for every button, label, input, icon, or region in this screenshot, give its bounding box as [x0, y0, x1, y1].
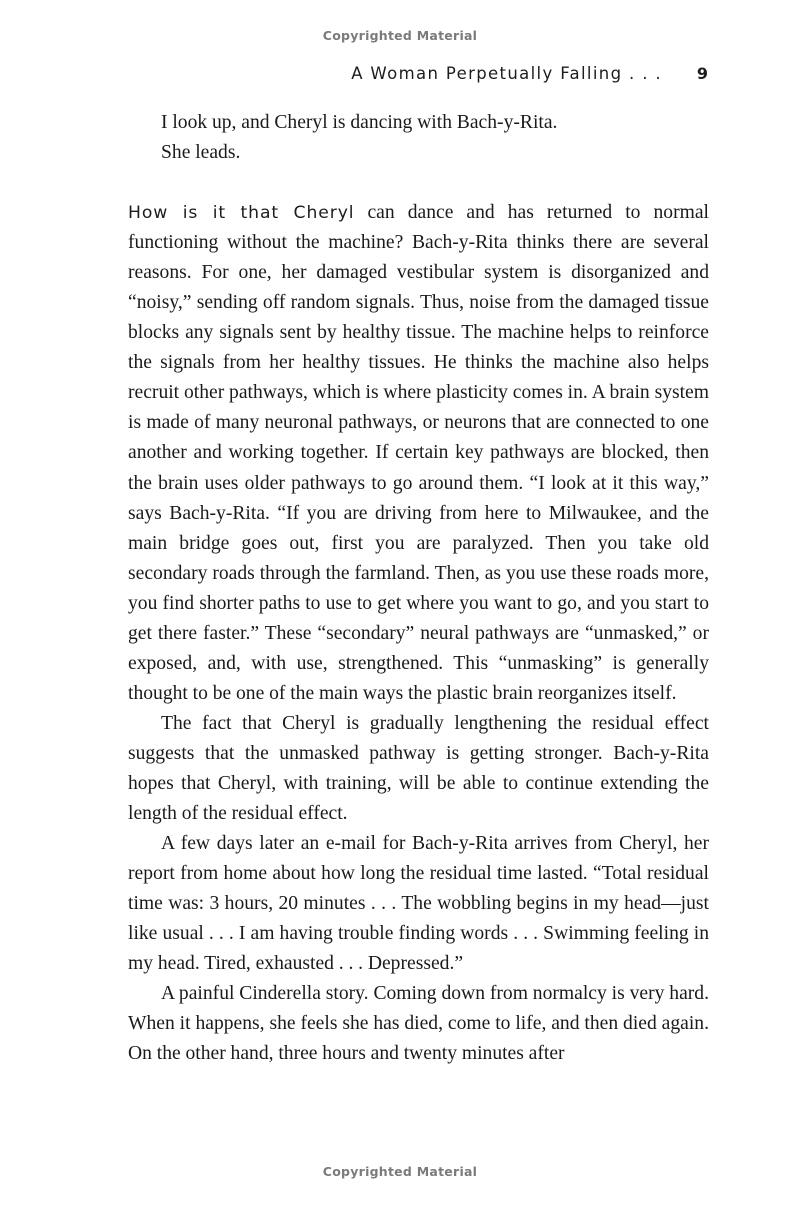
paragraph-1: I look up, and Cheryl is dancing with Bach-y-Rita. — [161, 112, 558, 133]
paragraph-2: She leads. — [161, 142, 241, 164]
paragraph-4: The fact that Cheryl is gradually lengthening the residual effect suggests that the unmasked pathway is getting stronger. Bach-y-Rita hopes that Cheryl, with training, will be able to continue extending the length of the residual effect. — [128, 712, 709, 825]
paragraph-3-body: can dance and has returned to normal functioning without the machine? Bach-y-Rita thinks there are several reasons. For one, her damaged vestibular system is disorganized and “noisy,” sending off random signals. Thus, noise from the damaged tissue blocks any signals sent by healthy tissue. The machine helps to reinforce the signals from her healthy tissues. He thinks the machine also helps recruit other pathways, which is where plasticity comes in. A brain system is made of many neuronal pathways, or neurons that are connected to one another and working together. If certain key pathways are blocked, then the brain uses older pathways to go around them. “I look at it this way,” says Bach-y-Rita. “If you are driving from here to Milwaukee, and the main bridge goes out, first you are paralyzed. Then you take old secondary roads through the farmland. Then, as you use these roads more, you find shorter paths to use to get where you want to go, and you start to get there faster.” These “secondary” neural pathways are “unmasked,” or exposed, and, with use, strengthened. This “unmasking” is generally thought to be one of the main ways the plastic brain reorganizes itself. — [128, 202, 709, 704]
running-head — [128, 64, 708, 83]
paragraph-3 — [128, 198, 709, 709]
page-number: 9 — [696, 64, 708, 83]
paragraph-6: A painful Cinderella story. Coming down from normalcy is very hard. When it happens, she feels she has died, come to life, and then died again. On the other hand, three hours and twenty minutes after — [128, 983, 709, 1065]
paragraph-5: A few days later an e-mail for Bach-y-Rita arrives from Cheryl, her report from home about how long the residual time lasted. “Total residual time was: 3 hours, 20 minutes . . . The wobbling begins in my head—just like usual . . . I am having trouble finding words . . . Swimming feeling in my head. Tired, exhausted . . . Depressed.” — [128, 833, 709, 975]
running-head-title: A Woman Perpetually Falling . . . — [351, 64, 662, 83]
section-lead-in: How is it that Cheryl — [128, 203, 355, 224]
body-text-block — [128, 108, 709, 1069]
paragraph-spacer — [128, 168, 709, 198]
copyright-watermark-top: Copyrighted Material — [322, 28, 478, 43]
copyright-watermark-bottom: Copyrighted Material — [322, 1164, 478, 1179]
